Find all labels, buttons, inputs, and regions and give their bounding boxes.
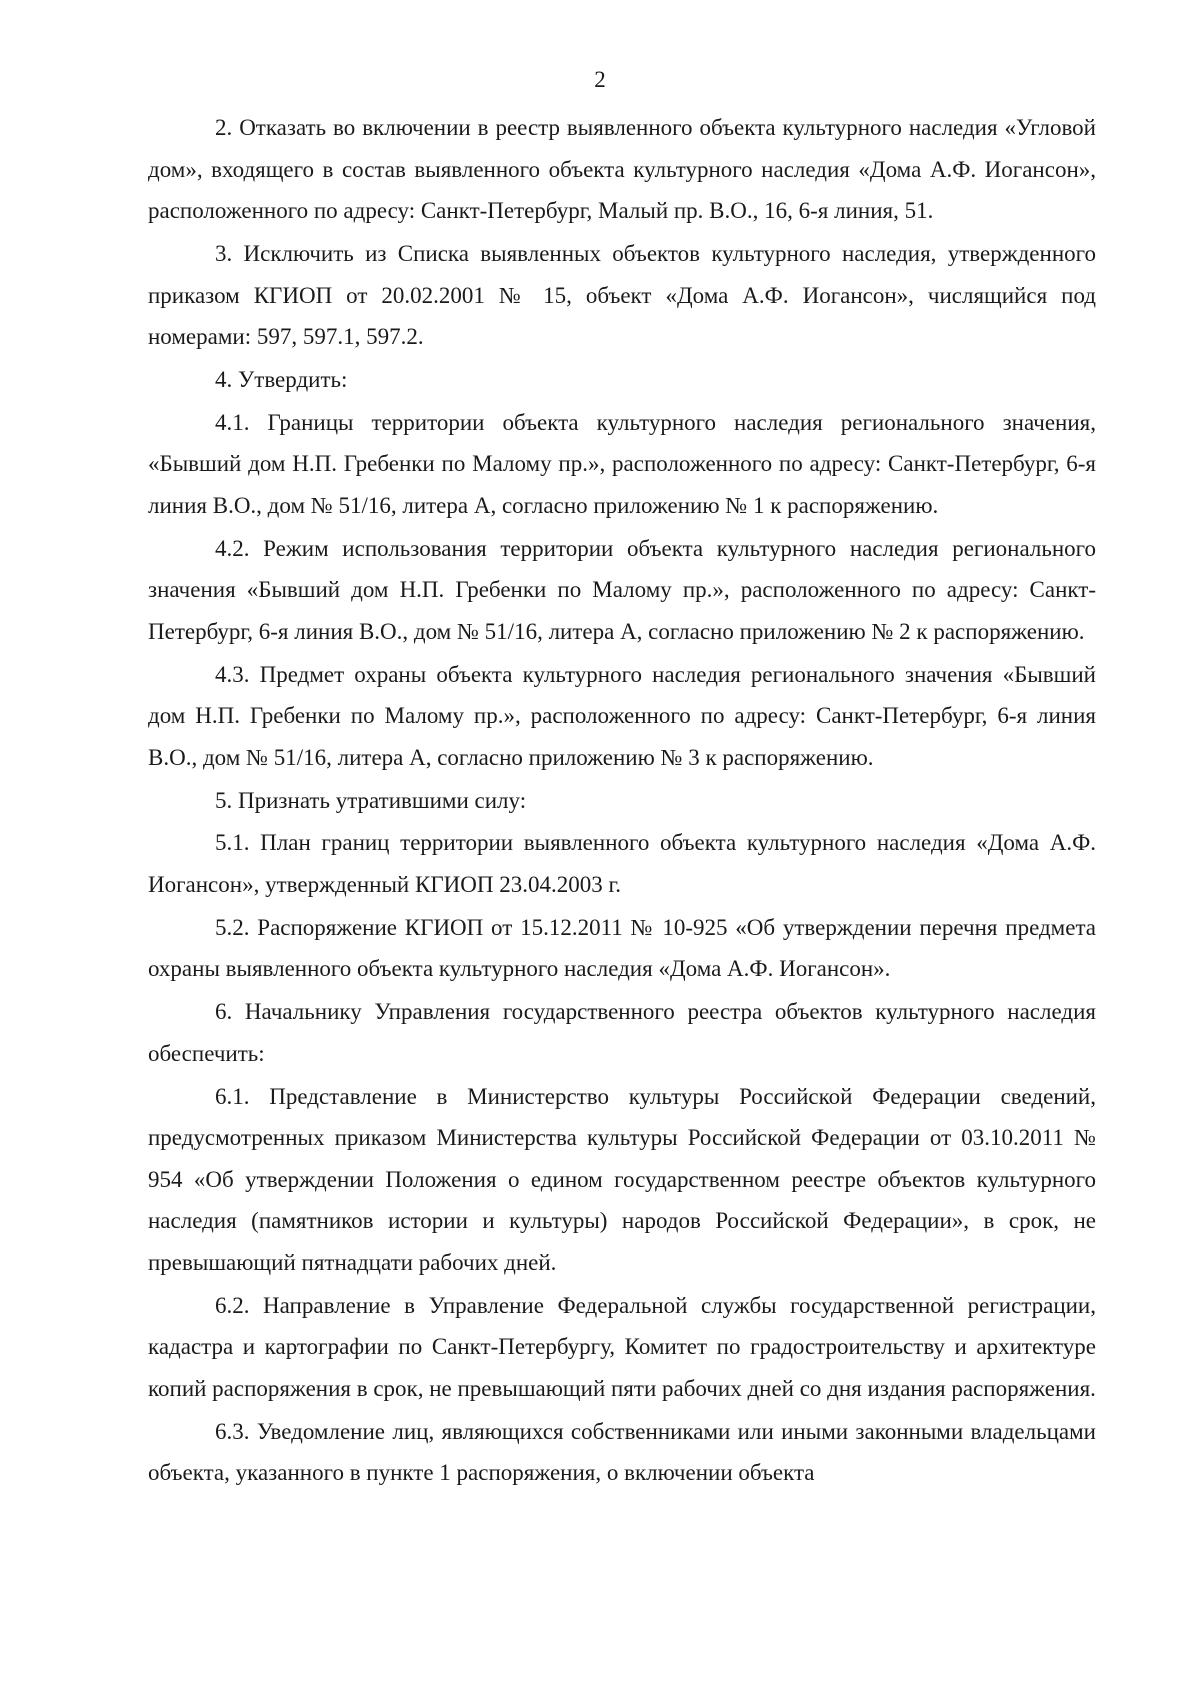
paragraph-6-3: 6.3. Уведомление лиц, являющихся собственниками или иными законными владельцами объекта, указанного в пункте 1 распоряжения, о включении объекта <box>148 1418 1096 1486</box>
paragraph-4-2: 4.2. Режим использования территории объекта культурного наследия регионального значения «Бывший дом Н.П. Гребенки по Малому пр.», расположенного по адресу: Санкт-Петербург, 6-я линия В.О., дом № 51/16, литера А, согласно приложению № 2 к распоряжению. <box>148 535 1096 644</box>
paragraph-5-1: 5.1. План границ территории выявленного объекта культурного наследия «Дома А.Ф. Иогансон», утвержденный КГИОП 23.04.2003 г. <box>148 830 1096 897</box>
paragraph-4: 4. Утвердить: <box>215 366 348 392</box>
paragraph-4-3: 4.3. Предмет охраны объекта культурного наследия регионального значения «Бывший дом Н.П. Гребенки по Малому пр.», расположенного по адресу: Санкт-Петербург, 6-я линия В.О., дом № 51/16, литера А, согласно приложению № 3 к распоряжению. <box>148 661 1096 770</box>
paragraph-2: 2. Отказать во включении в реестр выявленного объекта культурного наследия «Угловой дом», входящего в состав выявленного объекта культурного наследия «Дома А.Ф. Иогансон», расположенного по адресу: Санкт-Петербург, Малый пр. В.О., 16, 6-я линия, 51. <box>148 115 1096 224</box>
paragraph-4-1: 4.1. Границы территории объекта культурного наследия регионального значения, «Бывший дом Н.П. Гребенки по Малому пр.», расположенного по адресу: Санкт-Петербург, 6-я линия В.О., дом № 51/16, литера А, согласно приложению № 1 к распоряжению. <box>148 409 1096 518</box>
document-body <box>148 107 1096 1495</box>
paragraph-6-2: 6.2. Направление в Управление Федеральной службы государственной регистрации, кадастра и картографии по Санкт-Петербургу, Комитет по градостроительству и архитектуре копий распоряжения в срок, не превышающий пяти рабочих дней со дня издания распоряжения. <box>148 1292 1096 1401</box>
paragraph-3: 3. Исключить из Списка выявленных объектов культурного наследия, утвержденного приказом КГИОП от 20.02.2001 № 15, объект «Дома А.Ф. Иогансон», числящийся под номерами: 597, 597.1, 597.2. <box>148 240 1096 350</box>
page-number: 2 <box>594 67 606 92</box>
paragraph-5: 5. Признать утратившими силу: <box>215 787 527 813</box>
paragraph-5-2: 5.2. Распоряжение КГИОП от 15.12.2011 № 10-925 «Об утверждении перечня предмета охраны выявленного объекта культурного наследия «Дома А.Ф. Иогансон». <box>148 914 1096 982</box>
paragraph-6-1: 6.1. Представление в Министерство культуры Российской Федерации сведений, предусмотренных приказом Министерства культуры Российской Федерации от 03.10.2011 № 954 «Об утверждении Положения о едином государственном реестре объектов культурного наследия (памятников истории и культуры) народов Российской Федерации», в срок, не превышающий пятнадцати рабочих дней. <box>148 1083 1096 1275</box>
paragraph-6: 6. Начальнику Управления государственного реестра объектов культурного наследия обеспечить: <box>148 999 1096 1066</box>
